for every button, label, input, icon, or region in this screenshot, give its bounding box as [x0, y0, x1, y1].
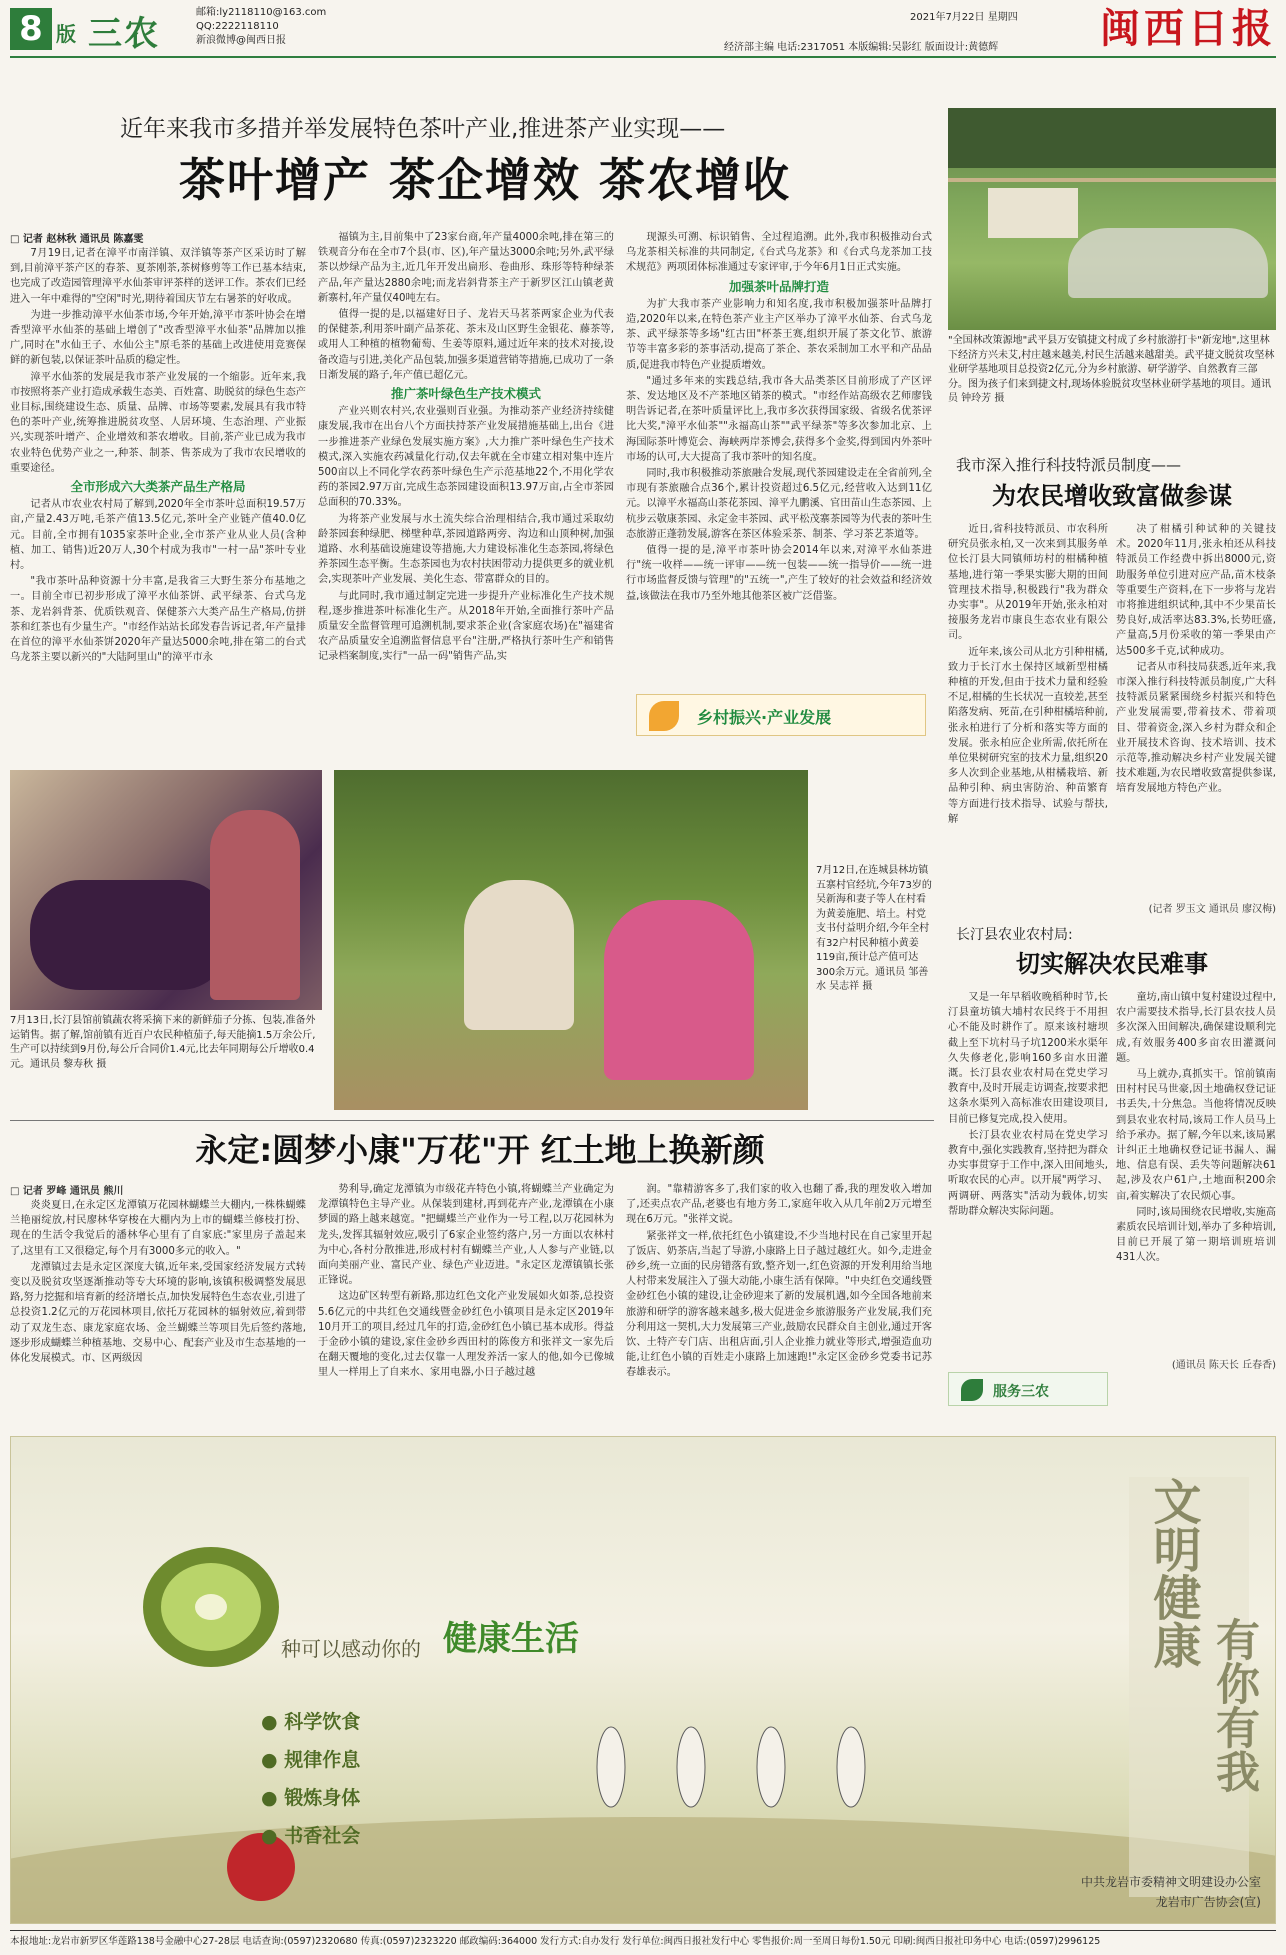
- page-suffix: 版: [56, 22, 76, 46]
- masthead-contacts: [196, 6, 326, 48]
- photo-eggplant: [10, 770, 322, 1010]
- article2-col1: [948, 522, 1108, 914]
- photo-ginger-caption: 7月12日,在连城县林坊镇五寨村官经坑,今年73岁的吴新海和妻子等人在村看为黄姜施肥、培土。村党支书付益明介绍,今年全村有32户村民种植小黄姜119亩,预计总产值可达300余万元。通讯员 邹善水 吴志祥 摄: [816, 865, 932, 992]
- page-number: 8: [19, 9, 43, 49]
- paragraph: 近年来,该公司从北方引种柑橘,致力于长汀水土保持区域新型柑橘种植的开发,但由于技术力量和经验不足,柑橘的生长状况一直较差,甚至陷落发病、死苗,在引种柑橘培种前,张永柏进行了分析和落实等方面的发展。张永柏应企业所需,依托所在单位果树研究室的技术力量,组织20多人次到企业基地,从柑橘栽培、新品种引种、病虫害防治、种苗繁育等方面进行技术指导、试验与帮扶,解: [948, 646, 1108, 825]
- ad-runner-2: [677, 1727, 705, 1807]
- article2-headline: 为农民增收致富做参谋: [992, 482, 1232, 510]
- ad-bullet: ● 锻炼身体: [261, 1787, 361, 1809]
- article3-col1: [948, 990, 1108, 1338]
- article4-col1: [10, 1198, 306, 1426]
- footer-rule: [10, 1930, 1276, 1931]
- masthead-editors: 经济部主编 电话:2317051 本版编辑:吴影红 版面设计:黄德辉: [724, 42, 999, 53]
- photo-farmer-2: [604, 900, 754, 1080]
- paragraph: 龙潭镇过去是永定区深度大镇,近年来,受国家经济发展方式转变以及脱贫攻坚逐渐推动等专大环境的影响,该镇积极调整发展思路,努力挖掘和培育新的经济增长点,加快发展特色生态农业,引进了总投资1.2亿元的万花园林项目,依托万花园林的辐射效应,着到带动了双龙生态、康龙家庭农场、金兰蝴蝶兰等项目先后签约落地,逐步形成蝴蝶兰种植基地、交易中心、配套产业及市生态基地的一体化发展模式。市、区两级因: [10, 1261, 306, 1365]
- article1-col3: [626, 230, 932, 700]
- photo-worker: [210, 810, 300, 1000]
- subheading: 加强茶叶品牌打造: [728, 278, 829, 294]
- page-number-box: [10, 8, 52, 50]
- footer-info: 本报地址:龙岩市新罗区华莲路138号金融中心27-28层 电话查询:(0597)2320680 传真:(0597)2323220 邮政编码:364000 发行方式:自办发行 发行单位:闽西日报社发行中心 零售报价:周一至周日每份1.50元 印刷:闽西日报社印务中心 电话:(0597)2996125: [10, 1936, 1101, 1947]
- article3-headline: 切实解决农民难事: [1016, 950, 1208, 978]
- paragraph: 长汀县农业农村局在党史学习教育中,强化实践教育,坚持把为群众办实事贯穿于工作中,深入田间地头,听取农民的心声。以开展"两学习、两调研、两落实"活动为载体,切实帮助群众解决实际问题。: [948, 1129, 1108, 1217]
- paragraph: 与此同时,我市通过制定完进一步提升产业标准化生产技术规程,逐步推进茶叶标准化生产。从2018年开始,全面推行茶叶产品质量安全监督管理可追溯机制,要求茶企业(含家庭农场)在"福建省农产品质量安全追溯监督信息平台"注册,严格执行茶叶生产和销售记录档案制度,实行"一品一码"销售产品,实: [318, 590, 614, 663]
- ad-vertical-title: 文明健康: [1145, 1477, 1201, 1669]
- ad-bullet: ● 书香社会: [261, 1825, 361, 1847]
- article1-byline: □ 记者 赵林秋 通讯员 陈嘉雯: [10, 234, 144, 245]
- paragraph: 这边矿区转型有新路,那边红色文化产业发展如火如荼,总投资5.6亿元的中共红色交通线暨金砂红色小镇项目是永定区2019年10月开工的项目,经过几年的打造,金砂红色小镇已基本成形。得益于金砂小镇的建设,家住金砂乡西田村的陈俊方和张祥文一家先后在翻天覆地的变化,过去仅靠一人理发养活一家人的他,如今已像城里人一样用上了自来水、家用电器,小日子越过越: [318, 1291, 614, 1379]
- article1-col1: [10, 246, 306, 746]
- paragraph: 记者从市农业农村局了解到,2020年全市茶叶总面积19.57万亩,产量2.43万吨,毛茶产值13.5亿元,茶叶全产业链产值40.0亿元。目前,全市拥有1035家茶叶企业,全市茶产业从业人员(含种植、加工、销售)近20万人,30个村成为我市"一村一品"茶叶专业村。: [10, 499, 306, 572]
- article1-headline: 茶叶增产 茶企增效 茶农增收: [178, 153, 792, 207]
- photo-fence: [948, 178, 1276, 182]
- paper-logo: 闽西日报: [1100, 6, 1276, 52]
- paragraph: 漳平水仙茶的发展是我市茶产业发展的一个缩影。近年来,我市按照将茶产业打造成承载生态美、百姓富、助脱贫的绿色生态产业目标,围绕建设生态、质量、品牌、市场等要素,发展具有我市特色的茶叶产业,统筹推进脱贫攻坚、人居环境、生态治理、产业振兴,实现茶叶增产、企业增效和茶农增收。目前,茶产业已成为我市农业特色优势产业之一,种茶、制茶、售茶成为了我市农民增收的重要途径。: [10, 371, 306, 474]
- ad-bullet: ● 规律作息: [261, 1749, 361, 1771]
- article2-col2: [1116, 522, 1276, 898]
- ad-artwork: [11, 1437, 1276, 1924]
- ad-sponsor-2: 龙岩市广告协会(宣): [1155, 1895, 1261, 1909]
- photo-canopy: [948, 108, 1276, 168]
- paragraph: 为进一步推动漳平水仙茶市场,今年开始,漳平市茶叶协会在增香型漳平水仙茶的基础上增创了"改香型漳平水仙茶"品牌加以推广,同时在"水仙王子、水仙公主"原毛茶的基础上改进使用竞赛保鲜的新包装,以保证茶叶品质的稳定性。: [10, 309, 306, 367]
- masthead: [0, 0, 1286, 58]
- photo-eggplant-caption: 7月13日,长汀县馆前镇蔬农将采摘下来的新鲜茄子分拣、包装,准备外运销售。据了解,馆前镇有近百户农民种植茄子,每天能摘1.5万余公斤,生产可以持续到9月份,每公斤合同价1.4元,比去年同期每公斤增收0.4元。通讯员 黎寿秋 摄: [10, 1015, 316, 1070]
- paragraph: "我市茶叶品种资源十分丰富,是我省三大野生茶分布基地之一。目前全市已初步形成了漳平水仙茶饼、武平绿茶、台式乌龙茶、龙岩斜背茶、优质铁观音、保健茶六大类产品生产格局,仿拼茶和红茶也有少量生产。"市经作站站长邱发春告诉记者,年产量排在首位的漳平水仙茶饼2020年产量达5000余吨,排在第二的台式乌龙茶主要以新兴的"大陆阿里山"的漳平市永: [10, 576, 306, 664]
- paragraph: 紧张祥文一样,依托红色小镇建设,不少当地村民在自己家里开起了饭店、奶茶店,当起了导游,小康路上日子越过越红火。如今,走进金砂乡,统一立面的民房错落有致,整齐划一,红色资源的开发利用给当地人村带来发展注入了强大动能,小康生活有保障。"中央红色交通线暨金砂红色小镇的建设,让金砂迎来了新的发展机遇,如今全国各地前来旅游和研学的游客越来越多,极大促进金乡旅游服务产业发展,我们充分利用这一契机,大力发展第三产业,鼓励农民群众自主创业,通过开客饮、土特产专门店、出租店面,引人企业推力就业等形式,增强造血功能,让红色小镇的百姓走小康路上加速跑!"永定区金砂乡党委书记苏春雄表示。: [626, 1230, 932, 1379]
- article3-kicker: 长汀县农业农村局:: [956, 927, 1073, 943]
- ad-runners: [597, 1727, 865, 1807]
- ad-sponsor-1: 中共龙岩市委精神文明建设办公室: [1080, 1875, 1261, 1889]
- ad-bullet-text: 规律作息: [284, 1749, 361, 1771]
- article4-col3: [626, 1182, 932, 1426]
- paragraph: 同时,我市积极推动茶旅融合发展,现代茶园建设走在全省前列,全市现有茶旅融合点36个,累计投资超过6.5亿元,经营收入达到11亿元。以漳平水福高山茶花茶园、漳平九鹏溪、官田苗山生态茶园、上杭步云敬康茶园、永定金丰茶园、武平松茂寨茶园等为代表的茶叶生态旅游正蓬勃发展,游客在茶区体验采茶、制茶、学习茶艺茶道等。: [626, 468, 932, 540]
- article3-byline: (通讯员 陈天长 丘春香): [1171, 1360, 1276, 1371]
- article4-rule: [10, 1120, 934, 1121]
- paragraph: 润。"靠精游客多了,我们家的收入也翻了番,我的理发收入增加了,还卖点农产品,老婆也有地方务工,家庭年收入从几年前2万元增至现在6万元。"张祥文说。: [626, 1184, 932, 1226]
- article3-col2: [1116, 990, 1276, 1352]
- paragraph: "通过多年来的实践总结,我市各大品类茶区目前形成了产区评茶、发达地区及不产茶地区销茶的模式。"市经作站高级农艺师廖钱明告诉记者,在茶叶质量评比上,我市多次获得国家级、省级名优茶评比大奖,"漳平水仙茶""永福高山茶""武平绿茶"等多次参加北京、上海国际茶叶博览会、海峡两岸茶博会,获得多个金奖,得到国内外茶叶市场的认可,大大提高了我市茶叶的知名度。: [626, 375, 932, 463]
- ad-bullet-text: 科学饮食: [284, 1711, 361, 1733]
- photo-study-tour: [948, 108, 1276, 330]
- paragraph: 又是一年早稻收晚稻种时节,长汀县童坊镇大埔村农民终于不用担心不能及时耕作了。原来该村塘坝截上至下坑村马子坑1200米水渠年久失修老化,影响160多亩水田灌溉。长汀县农业农村局在党史学习教育中,及时开展走访调查,按要求把这条水渠列入高标准农田建设项目,目前已修复完成,投入使用。: [948, 992, 1108, 1125]
- leaf-icon: [649, 701, 679, 731]
- column-logo-text: 乡村振兴·产业发展: [697, 708, 832, 727]
- section-title: 三农: [88, 14, 160, 54]
- article4-col2: [318, 1182, 614, 1426]
- paragraph: 为将茶产业发展与水土流失综合治理相结合,我市通过采取幼龄茶园套种绿肥、梯壁种草,茶园道路两旁、沟边和山顶种树,加强道路、水利基础设施建设等措施,大力建设标准化生态茶园,将绿色养茶园生态平衡。生态茶园也为农村扶困带动力提供更多的就业机会,实现茶叶产业发展、美化生态、带富群众的目的。: [318, 513, 614, 586]
- ad-vertical-sub: 有你有我: [1208, 1617, 1259, 1793]
- email-text: 邮箱:ly2118110@163.com: [196, 7, 327, 18]
- ad-runner-3: [757, 1727, 785, 1807]
- photo-boards: [988, 188, 1078, 238]
- weibo-text: 新浪微博@闽西日报: [196, 35, 286, 46]
- paragraph: 现源头可溯、标识销售、全过程追溯。此外,我市积极推动台式乌龙茶相关标准的共同制定,《台式乌龙茶》和《台式乌龙茶加工技术规范》两项团体标准通过专家评审,于今年6月1日正式实施。: [626, 232, 932, 274]
- ad-slogan-big: 健康生活: [443, 1619, 579, 1659]
- masthead-date: 2021年7月22日 星期四: [910, 12, 1018, 23]
- paragraph: 炎炎夏日,在永定区龙潭镇万花园林蝴蝶兰大棚内,一株株蝴蝶兰艳丽绽放,村民廖林华穿梭在大棚内为上市的蝴蝶兰修枝打扮、现在的生活令我觉后的潘林华心里有了自家底:"家里房子盖起来了,这里有工又很稳定,每个月有3000多元的收入。": [10, 1200, 306, 1257]
- paragraph: 产业兴则农村兴,农业强则百业强。为推动茶产业经济持续健康发展,我市在出台八个方面扶持茶产业发展措施基础上,出台《进一步推进茶产业绿色发展实施方案》,大力推广茶叶绿色生产技术模式,深入实施农药减量化行动,仅去年就在全市建立相对集中连片500亩以上不同化学农药茶叶绿色生产示范基地22个,不用化学农药的茶园2.97万亩,完成生态茶园建设面积13.97万亩,占全市茶园总面积的70.33%。: [318, 406, 614, 509]
- paragraph: 马上就办,真抓实干。馆前镇南田村村民马世豪,因土地确权登记证书丢失,十分焦急。当他将情况反映到县农业农村局,该局工作人员马上给予承办。据了解,今年以来,该局累计纠正土地确权登记证书漏人、漏地、信息有误、丢失等问题解决61起,涉及农户61户,土地面积200余亩,着实解决了农民烦心事。: [1116, 1069, 1276, 1202]
- article1-col2: [318, 230, 614, 746]
- column-logo-rural: [636, 694, 926, 736]
- photo-eggplant-pile: [30, 880, 230, 990]
- photo-crowd: [1068, 228, 1268, 298]
- ad-bullet-text: 书香社会: [284, 1825, 361, 1847]
- column-logo-service: [948, 1372, 1108, 1406]
- ad-bullet-list: [261, 1703, 360, 1855]
- paragraph: 值得一提的是,漳平市茶叶协会2014年以来,对漳平水仙茶进行"统一收样——统一评审——统一包装——统一指导价——统一进行市场监督反馈与管理"的"五统一",产生了较好的社会效益和经济效益,该做法在我市乃至外地其他茶区被广泛借鉴。: [626, 545, 932, 602]
- paragraph: 记者从市科技局获悉,近年来,我市深入推行科技特派员制度,广大科技特派员紧紧围绕乡村振兴和特色产业发展需要,带着技术、带着项目、带着资金,深入乡村为群众和企业开展技术咨询、技术培训、技术示范等,推动解决乡村产业发展关键技术难题,为农民增收致富提供参谋,培育发展地方特色产业。: [1116, 661, 1276, 795]
- paragraph: 决了柑橘引种试种的关键技术。2020年11月,张永柏还从科技特派员工作经费中拆出8000元,资助服务单位引进对应产品,苗木枝条等重要生产资料,在下一步将与龙岩市将推进组织试种,其中不少果苗长势良好,成活率达83.3%,长势旺盛,产量高,5月份采收的第一季果由产达500多千克,试种成功。: [1116, 524, 1276, 657]
- paragraph: 同时,该局围绕农民增收,实施高素质农民培训计划,举办了多种培训,目前已开展了第一期培训班培训431人次。: [1116, 1206, 1276, 1264]
- ad-bullet-text: 锻炼身体: [284, 1787, 361, 1809]
- photo-ginger: [334, 770, 808, 1110]
- subheading: 推广茶叶绿色生产技术模式: [390, 386, 541, 402]
- paragraph: 童坊,南山镇中复村建设过程中,农户需要技术指导,长汀县农技人员多次深入田间解决,确保建设顺利完成,有效服务400多亩农田灌溉问题。: [1116, 992, 1276, 1064]
- article4-byline: □ 记者 罗峰 通讯员 熊川: [10, 1186, 124, 1197]
- subheading: 全市形成六大类茶产品生产格局: [70, 479, 246, 495]
- leaf-icon: [961, 1379, 983, 1401]
- ad-runner-4: [837, 1727, 865, 1807]
- paragraph: 为扩大我市茶产业影响力和知名度,我市积极加强茶叶品牌打造,2020年以来,在特色茶产业主产区举办了漳平水仙茶、台式乌龙茶、武平绿茶等多场"红古田"杯茶王赛,组织开展了茶文化节、旅游节等丰富多彩的茶事活动,提高了茶企、茶农采制加工水平和产品品质,促进我市特色产业提质增效。: [626, 298, 932, 371]
- health-ad: [10, 1436, 1276, 1924]
- paragraph: 7月19日,记者在漳平市南洋镇、双洋镇等茶产区采访时了解到,目前漳平茶产区的春茶、夏茶刚茶,茶树修剪等工作已基本结束,也完成了改造园管理漳平水仙茶审评茶样的送评工作。茶农们已经进入一年中难得的"空闲"时光,期待着国庆节左右暑茶的好收成。: [10, 248, 306, 305]
- paragraph: 值得一提的是,以福建好日子、龙岩天马茗茶两家企业为代表的保健茶,利用茶叶副产品茶花、茶末及山区野生金银花、藤茶等,或用人工种植的植物葡萄、生姜等原料,通过近年来的技术对接,设备改造与引进,美化产品包装,加强多渠道营销等措施,已成功了一条日渐发展的路子,年产值已超亿元。: [318, 309, 614, 381]
- ad-bullet: ● 科学饮食: [261, 1711, 361, 1733]
- photo-study-tour-caption: "全国林改策源地"武平县万安镇捷文村成了乡村旅游打卡"新宠地",这里林下经济方兴未艾,村庄越来越美,村民生活越来越甜美。武平捷文脱贫攻坚林业研学基地项目总投资2亿元,分为乡村旅游、研学游学、自然教育三部分。图为孩子们来到捷文村,现场体验脱贫攻坚林业研学基地的项目。通讯员 钟玲芳 摄: [948, 335, 1275, 404]
- photo-farmer-1: [464, 880, 574, 1030]
- ad-kiwi-core: [195, 1594, 227, 1620]
- paragraph: 福镇为主,目前集中了23家台商,年产量4000余吨,排在第三的铁观音分布在全市7个县(市、区),年产量达3000余吨;另外,武平绿茶以炒绿产品为主,近几年开发出扁形、卷曲形、珠形等特种绿茶产品,年产量达2880余吨;而龙岩斜背茶主产于新罗区江山镇老黄新寨村,年产量仅40吨左右。: [318, 232, 614, 304]
- masthead-rule: [10, 56, 1276, 58]
- paragraph: 势利导,确定龙潭镇为市级花卉特色小镇,将蝴蝶兰产业确定为龙潭镇特色主导产业。从保装到建材,再到花卉产业,龙潭镇在小康梦圆的路上越来越宽。"把蝴蝶兰产业作为一号工程,以万花园林为龙头,发挥其辐射效应,吸引了6家企业签约落户,另一方面以农林村为中心,各村分散推进,形成村村有蝴蝶兰产业,人人参与产业链,以面向美丽产业、富民产业、绿色产业迈进。"永定区龙潭镇镇长张正锋说。: [318, 1184, 614, 1287]
- article2-byline: (记者 罗玉文 通讯员 廖汉梅): [1148, 904, 1276, 915]
- column-logo-text: 服务三农: [993, 1384, 1049, 1400]
- ad-runner-1: [597, 1727, 625, 1807]
- article1-kicker: 近年来我市多措并举发展特色茶叶产业,推进茶产业实现——: [120, 116, 726, 142]
- qq-text: QQ:2222118110: [196, 21, 279, 32]
- paragraph: 近日,省科技特派员、市农科所研究员张永柏,又一次来到其服务单位长汀县大同镇师坊村的柑橘种植基地,进行第一季果实膨大期的田间管理技术指导,积极践行"我为群众办实事"。从2019年开始,张永柏对接服务龙岩市康良生态农业有限公司。: [948, 524, 1108, 642]
- ad-slogan-small: 种可以感动你的: [281, 1637, 421, 1661]
- article2-kicker: 我市深入推行科技特派员制度——: [956, 456, 1182, 474]
- article4-headline: 永定:圆梦小康"万花"开 红土地上换新颜: [195, 1131, 765, 1169]
